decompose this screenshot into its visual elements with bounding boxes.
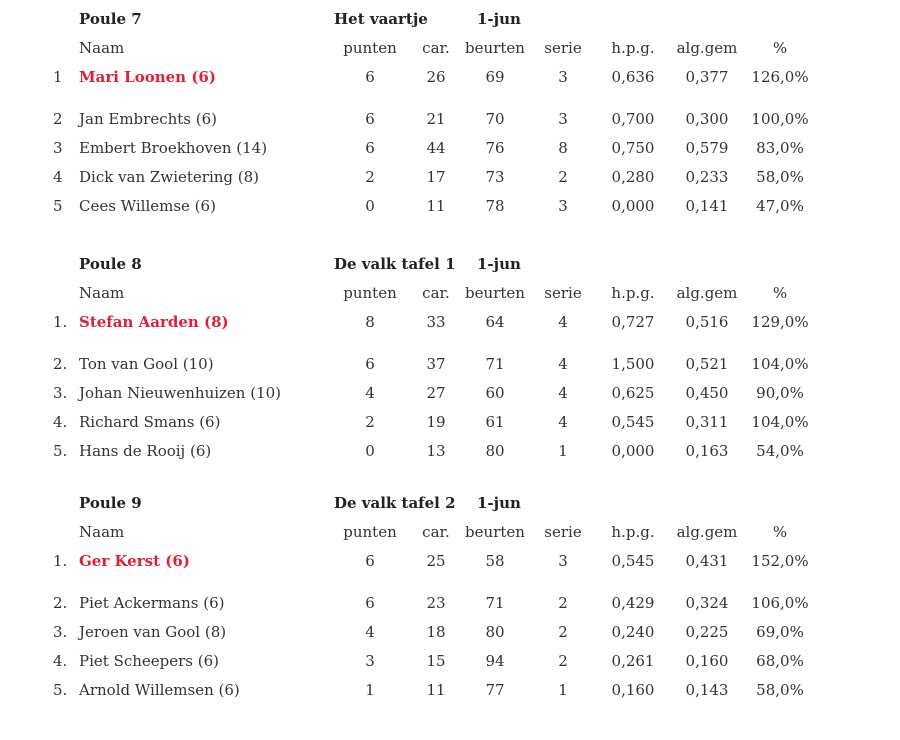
rank: 2. bbox=[53, 594, 68, 612]
cell-hpg: 0,261 bbox=[611, 652, 655, 670]
column-header: car. bbox=[422, 284, 450, 302]
cell-beurten: 60 bbox=[485, 384, 505, 402]
cell-alggem: 0,450 bbox=[685, 384, 729, 402]
rank: 3 bbox=[53, 139, 63, 157]
rank: 2 bbox=[53, 110, 63, 128]
cell-alggem: 0,324 bbox=[685, 594, 729, 612]
cell-beurten: 77 bbox=[485, 681, 505, 699]
cell-pct: 129,0% bbox=[751, 313, 809, 331]
rank: 4. bbox=[53, 652, 68, 670]
cell-pct: 69,0% bbox=[756, 623, 804, 641]
table-row bbox=[0, 197, 900, 217]
cell-beurten: 73 bbox=[485, 168, 505, 186]
column-header: Naam bbox=[79, 523, 125, 541]
rank: 2. bbox=[53, 355, 68, 373]
cell-alggem: 0,160 bbox=[685, 652, 729, 670]
column-header-row bbox=[0, 523, 900, 543]
winner-row bbox=[0, 313, 900, 333]
cell-pct: 47,0% bbox=[756, 197, 804, 215]
cell-punten: 2 bbox=[365, 168, 375, 186]
cell-hpg: 0,625 bbox=[611, 384, 655, 402]
column-header: Naam bbox=[79, 284, 125, 302]
table-row bbox=[0, 168, 900, 188]
cell-alggem: 0,377 bbox=[685, 68, 729, 86]
poule-location: De valk tafel 2 bbox=[334, 494, 456, 512]
cell-car: 25 bbox=[426, 552, 446, 570]
cell-hpg: 0,240 bbox=[611, 623, 655, 641]
cell-hpg: 0,160 bbox=[611, 681, 655, 699]
player-name: Piet Scheepers (6) bbox=[79, 652, 220, 670]
player-name: Dick van Zwietering (8) bbox=[79, 168, 260, 186]
cell-punten: 2 bbox=[365, 413, 375, 431]
cell-hpg: 0,545 bbox=[611, 552, 655, 570]
column-header: beurten bbox=[465, 284, 525, 302]
cell-car: 23 bbox=[426, 594, 446, 612]
cell-alggem: 0,163 bbox=[685, 442, 729, 460]
table-row bbox=[0, 139, 900, 159]
cell-punten: 0 bbox=[365, 442, 375, 460]
column-header: car. bbox=[422, 39, 450, 57]
cell-hpg: 0,545 bbox=[611, 413, 655, 431]
column-header: beurten bbox=[465, 39, 525, 57]
cell-hpg: 0,280 bbox=[611, 168, 655, 186]
player-name: Jeroen van Gool (8) bbox=[79, 623, 227, 641]
cell-alggem: 0,225 bbox=[685, 623, 729, 641]
cell-car: 17 bbox=[426, 168, 446, 186]
table-row bbox=[0, 355, 900, 375]
cell-car: 27 bbox=[426, 384, 446, 402]
cell-serie: 3 bbox=[558, 110, 568, 128]
column-header: % bbox=[772, 523, 788, 541]
cell-punten: 6 bbox=[365, 110, 375, 128]
cell-car: 13 bbox=[426, 442, 446, 460]
column-header: h.p.g. bbox=[611, 284, 655, 302]
cell-beurten: 76 bbox=[485, 139, 505, 157]
cell-hpg: 0,727 bbox=[611, 313, 655, 331]
player-name: Embert Broekhoven (14) bbox=[79, 139, 268, 157]
column-header: % bbox=[772, 284, 788, 302]
cell-hpg: 0,429 bbox=[611, 594, 655, 612]
cell-alggem: 0,579 bbox=[685, 139, 729, 157]
poule-title: Poule 9 bbox=[79, 494, 142, 512]
cell-hpg: 0,000 bbox=[611, 442, 655, 460]
poule-title-row bbox=[0, 10, 900, 30]
column-header: serie bbox=[544, 284, 582, 302]
poule-section bbox=[0, 10, 900, 250]
rank: 4. bbox=[53, 413, 68, 431]
column-header: punten bbox=[343, 39, 397, 57]
column-header: alg.gem bbox=[676, 284, 738, 302]
poule-title-row bbox=[0, 494, 900, 514]
cell-car: 19 bbox=[426, 413, 446, 431]
table-row bbox=[0, 442, 900, 462]
player-name: Jan Embrechts (6) bbox=[79, 110, 218, 128]
cell-pct: 83,0% bbox=[756, 139, 804, 157]
cell-alggem: 0,233 bbox=[685, 168, 729, 186]
cell-alggem: 0,521 bbox=[685, 355, 729, 373]
poule-date: 1-jun bbox=[477, 255, 521, 273]
player-name: Johan Nieuwenhuizen (10) bbox=[79, 384, 282, 402]
poule-location: Het vaartje bbox=[334, 10, 428, 28]
cell-pct: 54,0% bbox=[756, 442, 804, 460]
cell-car: 11 bbox=[426, 197, 446, 215]
poule-title-row bbox=[0, 255, 900, 275]
cell-pct: 90,0% bbox=[756, 384, 804, 402]
cell-serie: 2 bbox=[558, 168, 568, 186]
poule-date: 1-jun bbox=[477, 494, 521, 512]
poule-section bbox=[0, 494, 900, 734]
cell-beurten: 64 bbox=[485, 313, 505, 331]
column-header: alg.gem bbox=[676, 39, 738, 57]
cell-pct: 58,0% bbox=[756, 168, 804, 186]
cell-serie: 3 bbox=[558, 68, 568, 86]
column-header: punten bbox=[343, 284, 397, 302]
cell-beurten: 71 bbox=[485, 355, 505, 373]
rank: 1. bbox=[53, 552, 68, 570]
cell-pct: 68,0% bbox=[756, 652, 804, 670]
column-header: h.p.g. bbox=[611, 523, 655, 541]
cell-punten: 8 bbox=[365, 313, 375, 331]
cell-beurten: 69 bbox=[485, 68, 505, 86]
poule-section bbox=[0, 255, 900, 495]
column-header: Naam bbox=[79, 39, 125, 57]
cell-serie: 8 bbox=[558, 139, 568, 157]
rank: 5 bbox=[53, 197, 63, 215]
cell-punten: 3 bbox=[365, 652, 375, 670]
player-name: Richard Smans (6) bbox=[79, 413, 221, 431]
cell-punten: 0 bbox=[365, 197, 375, 215]
cell-hpg: 0,636 bbox=[611, 68, 655, 86]
cell-beurten: 61 bbox=[485, 413, 505, 431]
cell-punten: 4 bbox=[365, 384, 375, 402]
cell-beurten: 78 bbox=[485, 197, 505, 215]
player-name: Arnold Willemsen (6) bbox=[79, 681, 240, 699]
table-row bbox=[0, 623, 900, 643]
cell-serie: 3 bbox=[558, 197, 568, 215]
rank: 3. bbox=[53, 623, 68, 641]
cell-alggem: 0,300 bbox=[685, 110, 729, 128]
rank: 5. bbox=[53, 681, 68, 699]
table-row bbox=[0, 384, 900, 404]
cell-punten: 4 bbox=[365, 623, 375, 641]
player-name: Ton van Gool (10) bbox=[79, 355, 214, 373]
cell-beurten: 80 bbox=[485, 623, 505, 641]
cell-serie: 2 bbox=[558, 623, 568, 641]
cell-serie: 4 bbox=[558, 355, 568, 373]
cell-car: 18 bbox=[426, 623, 446, 641]
cell-hpg: 0,000 bbox=[611, 197, 655, 215]
cell-pct: 126,0% bbox=[751, 68, 809, 86]
winner-name: Mari Loonen (6) bbox=[79, 68, 216, 86]
column-header-row bbox=[0, 284, 900, 304]
cell-beurten: 94 bbox=[485, 652, 505, 670]
column-header: beurten bbox=[465, 523, 525, 541]
cell-car: 11 bbox=[426, 681, 446, 699]
table-row bbox=[0, 652, 900, 672]
rank: 4 bbox=[53, 168, 63, 186]
winner-name: Stefan Aarden (8) bbox=[79, 313, 229, 331]
player-name: Hans de Rooij (6) bbox=[79, 442, 212, 460]
table-row bbox=[0, 110, 900, 130]
column-header-row bbox=[0, 39, 900, 59]
cell-car: 26 bbox=[426, 68, 446, 86]
player-name: Piet Ackermans (6) bbox=[79, 594, 225, 612]
cell-serie: 1 bbox=[558, 442, 568, 460]
cell-hpg: 0,750 bbox=[611, 139, 655, 157]
winner-name: Ger Kerst (6) bbox=[79, 552, 190, 570]
cell-alggem: 0,516 bbox=[685, 313, 729, 331]
cell-alggem: 0,311 bbox=[685, 413, 729, 431]
column-header: car. bbox=[422, 523, 450, 541]
rank: 3. bbox=[53, 384, 68, 402]
rank: 1. bbox=[53, 313, 68, 331]
winner-row bbox=[0, 68, 900, 88]
cell-beurten: 70 bbox=[485, 110, 505, 128]
cell-punten: 6 bbox=[365, 139, 375, 157]
cell-beurten: 80 bbox=[485, 442, 505, 460]
column-header: serie bbox=[544, 39, 582, 57]
cell-punten: 6 bbox=[365, 552, 375, 570]
cell-car: 33 bbox=[426, 313, 446, 331]
cell-punten: 1 bbox=[365, 681, 375, 699]
cell-serie: 2 bbox=[558, 594, 568, 612]
cell-hpg: 1,500 bbox=[611, 355, 655, 373]
cell-hpg: 0,700 bbox=[611, 110, 655, 128]
cell-punten: 6 bbox=[365, 594, 375, 612]
column-header: serie bbox=[544, 523, 582, 541]
cell-car: 37 bbox=[426, 355, 446, 373]
column-header: % bbox=[772, 39, 788, 57]
table-row bbox=[0, 594, 900, 614]
column-header: alg.gem bbox=[676, 523, 738, 541]
cell-pct: 152,0% bbox=[751, 552, 809, 570]
cell-pct: 106,0% bbox=[751, 594, 809, 612]
cell-punten: 6 bbox=[365, 355, 375, 373]
poule-title: Poule 8 bbox=[79, 255, 142, 273]
cell-serie: 4 bbox=[558, 384, 568, 402]
cell-pct: 104,0% bbox=[751, 355, 809, 373]
cell-alggem: 0,141 bbox=[685, 197, 729, 215]
rank: 1 bbox=[53, 68, 63, 86]
poule-title: Poule 7 bbox=[79, 10, 142, 28]
cell-car: 21 bbox=[426, 110, 446, 128]
cell-serie: 3 bbox=[558, 552, 568, 570]
cell-serie: 2 bbox=[558, 652, 568, 670]
cell-car: 44 bbox=[426, 139, 446, 157]
cell-pct: 100,0% bbox=[751, 110, 809, 128]
cell-pct: 104,0% bbox=[751, 413, 809, 431]
winner-row bbox=[0, 552, 900, 572]
cell-car: 15 bbox=[426, 652, 446, 670]
poule-date: 1-jun bbox=[477, 10, 521, 28]
table-row bbox=[0, 681, 900, 701]
cell-beurten: 58 bbox=[485, 552, 505, 570]
poule-location: De valk tafel 1 bbox=[334, 255, 456, 273]
cell-serie: 4 bbox=[558, 313, 568, 331]
cell-serie: 4 bbox=[558, 413, 568, 431]
player-name: Cees Willemse (6) bbox=[79, 197, 216, 215]
cell-punten: 6 bbox=[365, 68, 375, 86]
cell-alggem: 0,143 bbox=[685, 681, 729, 699]
column-header: h.p.g. bbox=[611, 39, 655, 57]
column-header: punten bbox=[343, 523, 397, 541]
rank: 5. bbox=[53, 442, 68, 460]
table-row bbox=[0, 413, 900, 433]
cell-beurten: 71 bbox=[485, 594, 505, 612]
cell-alggem: 0,431 bbox=[685, 552, 729, 570]
cell-serie: 1 bbox=[558, 681, 568, 699]
cell-pct: 58,0% bbox=[756, 681, 804, 699]
